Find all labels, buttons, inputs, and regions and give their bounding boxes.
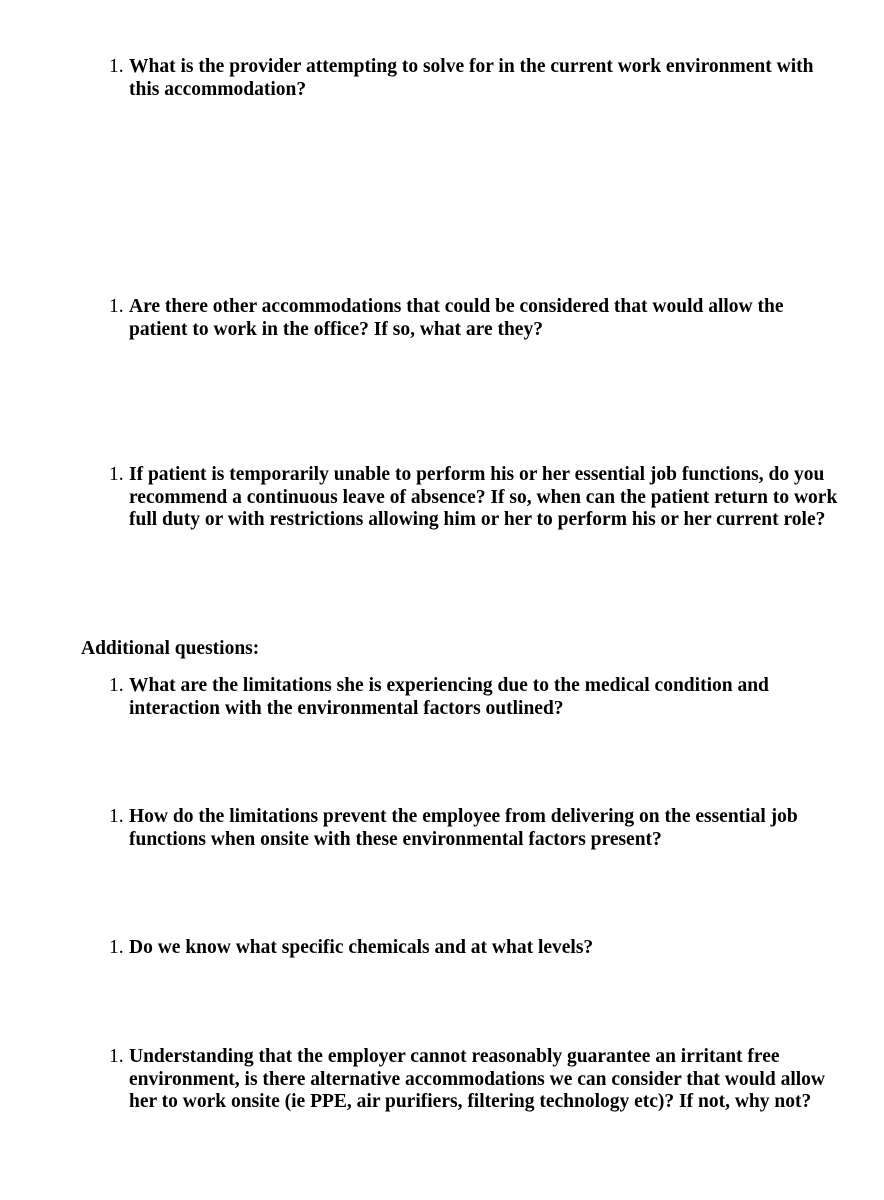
question-provider-goal bbox=[109, 56, 829, 101]
question-text: Understanding that the employer cannot reasonably guarantee an irritant free environment, is there alternative accommodations we can consider that would allow her to work onsite (ie PPE, air purifiers, filtering technology etc)? If not, why not? bbox=[129, 1046, 825, 1112]
question-text: What are the limitations she is experiencing due to the medical condition and interaction with the environmental factors outlined? bbox=[129, 675, 769, 719]
question-number: 1. bbox=[109, 1046, 124, 1067]
additional-questions-heading: Additional questions: bbox=[81, 638, 260, 659]
question-limitations bbox=[109, 675, 829, 720]
question-number: 1. bbox=[109, 464, 124, 485]
question-leave-of-absence bbox=[109, 464, 839, 532]
question-text: Are there other accommodations that could be considered that would allow the patient to work in the office? If so, what are they? bbox=[129, 296, 784, 340]
question-other-accommodations bbox=[109, 296, 839, 341]
question-number: 1. bbox=[109, 675, 124, 696]
question-alternative-accommodations bbox=[109, 1046, 829, 1114]
question-text: Do we know what specific chemicals and at what levels? bbox=[129, 937, 594, 958]
question-chemicals bbox=[109, 937, 829, 960]
question-text: What is the provider attempting to solve for in the current work environment with this accommodation? bbox=[129, 56, 814, 100]
question-essential-functions bbox=[109, 806, 849, 851]
question-text: How do the limitations prevent the employee from delivering on the essential job functions when onsite with these environmental factors present? bbox=[129, 806, 798, 850]
question-number: 1. bbox=[109, 56, 124, 77]
question-number: 1. bbox=[109, 937, 124, 958]
question-number: 1. bbox=[109, 296, 124, 317]
question-text: If patient is temporarily unable to perform his or her essential job functions, do you recommend a continuous leave of absence? If so, when can the patient return to work full duty or with restrictions allowing him or her to perform his or her current role? bbox=[129, 464, 838, 530]
question-number: 1. bbox=[109, 806, 124, 827]
